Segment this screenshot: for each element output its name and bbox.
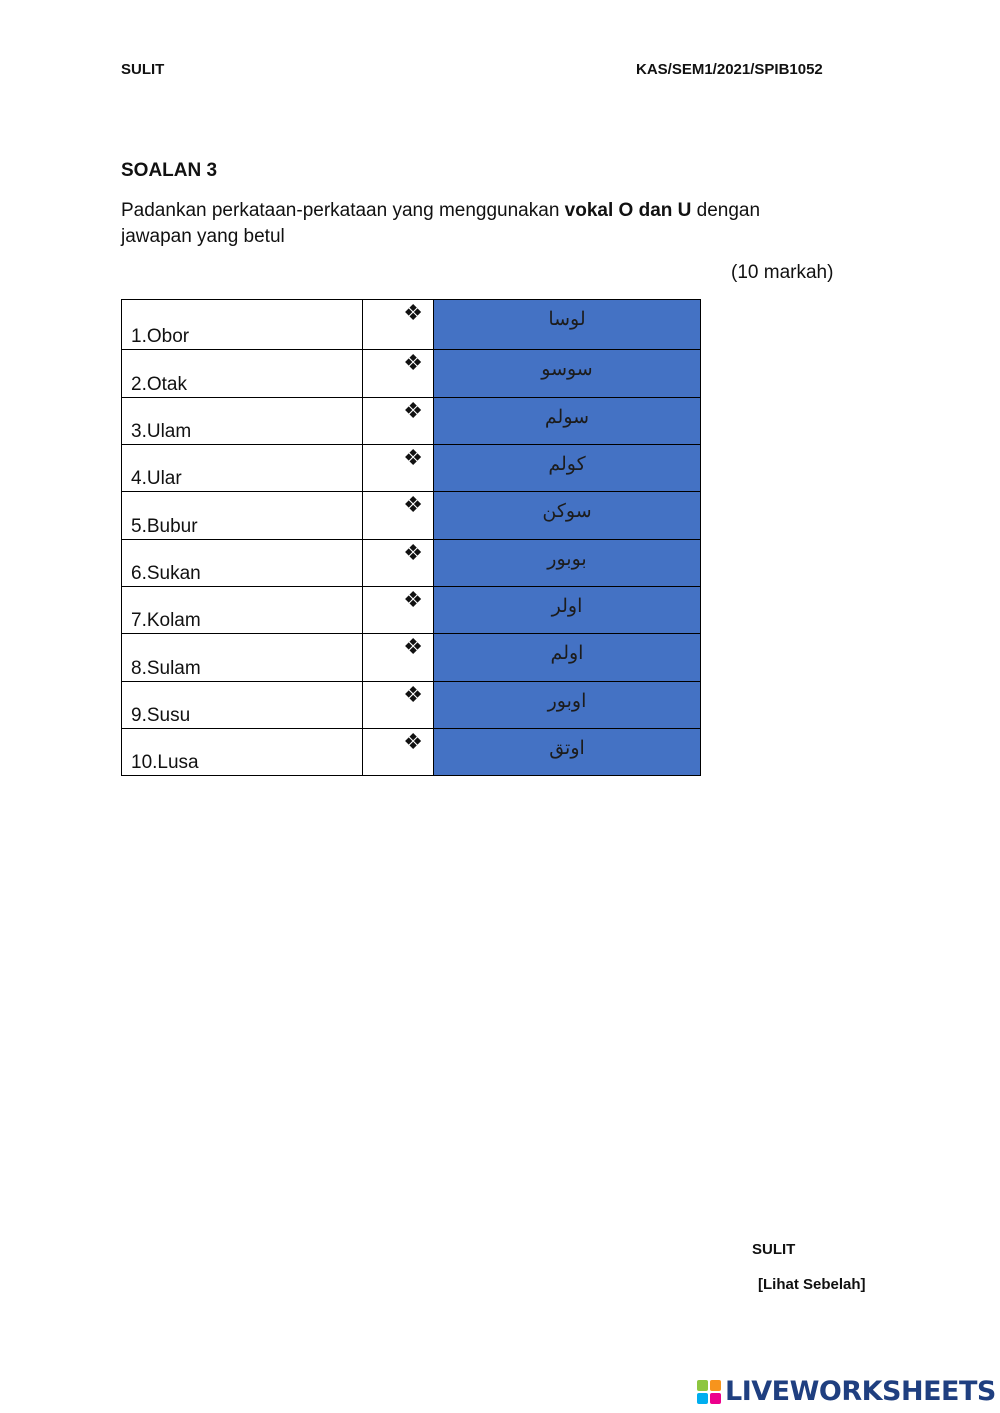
match-point-cell[interactable] (363, 492, 434, 540)
word-label: 4.Ular (131, 468, 182, 489)
footer-next-page: [Lihat Sebelah] (758, 1276, 866, 1293)
word-label: 10.Lusa (131, 752, 199, 773)
word-label: 1.Obor (131, 326, 190, 347)
table-row (122, 350, 701, 398)
table-row (122, 540, 701, 587)
word-cell (122, 398, 363, 445)
jawi-answer-cell[interactable] (434, 634, 701, 682)
match-point-cell[interactable] (363, 729, 434, 776)
word-cell (122, 300, 363, 350)
instruction-text-bold: vokal O dan U (564, 200, 692, 221)
word-cell (122, 587, 363, 634)
jawi-answer-cell[interactable] (434, 445, 701, 492)
table-row (122, 682, 701, 729)
diamond-bullet-icon[interactable]: ❖ (403, 301, 423, 326)
instruction-text-end: dengan jawapan yang betul (121, 200, 761, 247)
jawi-answer-text: سوسو (541, 358, 593, 380)
match-point-cell[interactable] (363, 398, 434, 445)
matching-table (121, 299, 701, 776)
jawi-answer-cell[interactable] (434, 587, 701, 634)
jawi-answer-cell[interactable] (434, 398, 701, 445)
diamond-bullet-icon[interactable]: ❖ (403, 730, 423, 755)
instruction-text-start: Padankan perkataan-perkataan yang menggunakan (121, 200, 565, 221)
word-label: 6.Sukan (131, 563, 201, 584)
word-cell (122, 682, 363, 729)
jawi-answer-cell[interactable] (434, 540, 701, 587)
diamond-bullet-icon[interactable]: ❖ (403, 351, 423, 376)
jawi-answer-cell[interactable] (434, 682, 701, 729)
word-cell (122, 445, 363, 492)
diamond-bullet-icon[interactable]: ❖ (403, 588, 423, 613)
word-label: 5.Bubur (131, 516, 198, 537)
brand-text: LIVEWORKSHEETS (725, 1376, 996, 1407)
footer-sulit: SULIT (752, 1241, 796, 1258)
table-row (122, 300, 701, 350)
jawi-answer-text: سوكن (542, 500, 592, 522)
word-cell (122, 729, 363, 776)
word-label: 9.Susu (131, 705, 191, 726)
table-row (122, 445, 701, 492)
jawi-answer-cell[interactable] (434, 350, 701, 398)
jawi-answer-cell[interactable] (434, 492, 701, 540)
diamond-bullet-icon[interactable]: ❖ (403, 399, 423, 424)
match-point-cell[interactable] (363, 634, 434, 682)
match-point-cell[interactable] (363, 300, 434, 350)
table-row (122, 398, 701, 445)
table-row (122, 492, 701, 540)
jawi-answer-text: اولم (550, 642, 584, 664)
word-cell (122, 492, 363, 540)
table-row (122, 729, 701, 776)
word-cell (122, 540, 363, 587)
match-point-cell[interactable] (363, 540, 434, 587)
diamond-bullet-icon[interactable]: ❖ (403, 493, 423, 518)
word-label: 3.Ulam (131, 421, 192, 442)
word-cell (122, 634, 363, 682)
jawi-answer-text: اوبور (547, 690, 587, 712)
matching-table-body (122, 300, 701, 776)
jawi-answer-text: بوبور (547, 548, 587, 570)
jawi-answer-cell[interactable] (434, 300, 701, 350)
diamond-bullet-icon[interactable]: ❖ (403, 446, 423, 471)
liveworksheets-brand (697, 1376, 996, 1407)
liveworksheets-logo-icon (697, 1380, 721, 1404)
diamond-bullet-icon[interactable]: ❖ (403, 635, 423, 660)
match-point-cell[interactable] (363, 682, 434, 729)
jawi-answer-text: كولم (548, 453, 586, 475)
marks-label: (10 markah) (731, 262, 834, 283)
question-instruction (121, 198, 821, 250)
match-point-cell[interactable] (363, 445, 434, 492)
jawi-answer-text: لوسا (548, 308, 586, 330)
diamond-bullet-icon[interactable]: ❖ (403, 541, 423, 566)
match-point-cell[interactable] (363, 587, 434, 634)
word-label: 2.Otak (131, 374, 187, 395)
header-sulit: SULIT (121, 61, 165, 78)
header-document-code: KAS/SEM1/2021/SPIB1052 (636, 61, 823, 78)
jawi-answer-text: سولم (544, 406, 590, 428)
table-row (122, 634, 701, 682)
word-cell (122, 350, 363, 398)
word-label: 8.Sulam (131, 658, 201, 679)
word-label: 7.Kolam (131, 610, 201, 631)
match-point-cell[interactable] (363, 350, 434, 398)
diamond-bullet-icon[interactable]: ❖ (403, 683, 423, 708)
jawi-answer-text: اوتق (549, 737, 585, 759)
jawi-answer-cell[interactable] (434, 729, 701, 776)
jawi-answer-text: اولر (551, 595, 583, 617)
table-row (122, 587, 701, 634)
question-title: SOALAN 3 (121, 160, 218, 181)
